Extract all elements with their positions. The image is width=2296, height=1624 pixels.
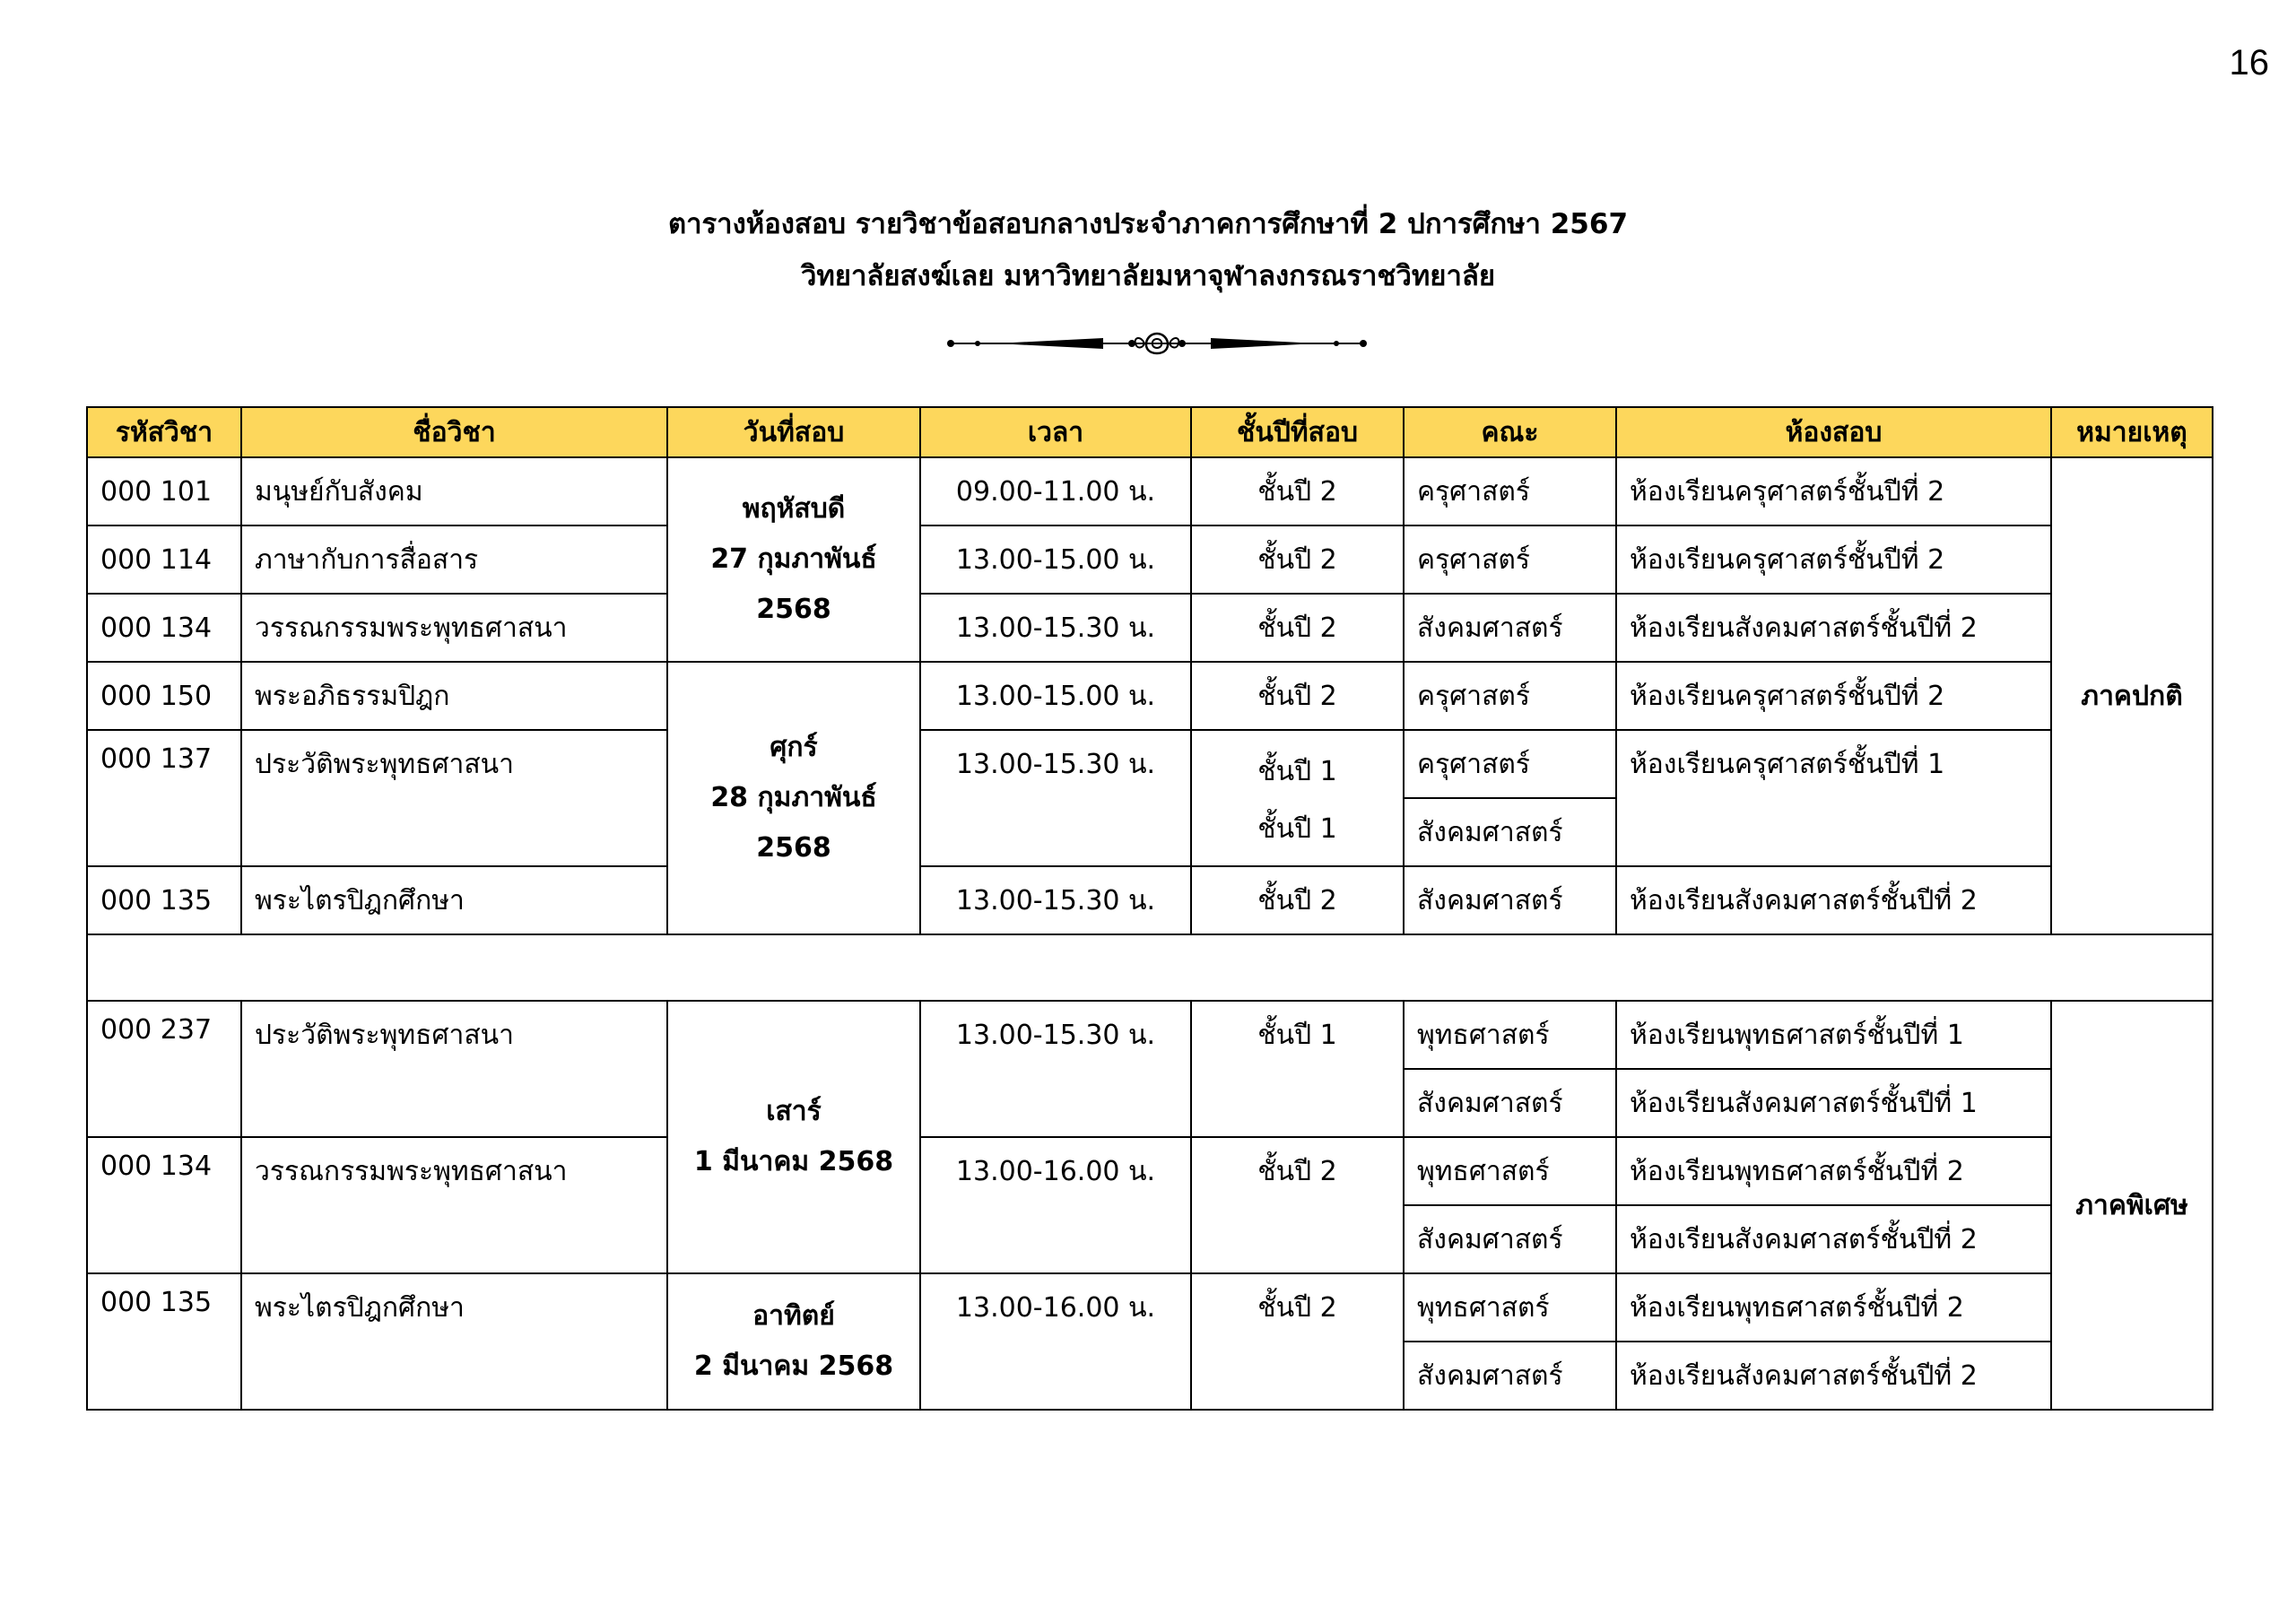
course-name: ประวัติพระพุทธศาสนา bbox=[241, 1001, 667, 1137]
faculty: สังคมศาสตร์ bbox=[1404, 1069, 1616, 1137]
exam-room: ห้องเรียนสังคมศาสตร์ชั้นปีที่ 2 bbox=[1616, 1342, 2051, 1410]
exam-room: ห้องเรียนครุศาสตร์ชั้นปีที่ 2 bbox=[1616, 525, 2051, 594]
remark-regular: ภาคปกติ bbox=[2051, 457, 2213, 934]
exam-date: 28 กุมภาพันธ์ bbox=[710, 782, 877, 813]
exam-room: ห้องเรียนพุทธศาสตร์ชั้นปีที่ 2 bbox=[1616, 1273, 2051, 1342]
empty-separator-cell bbox=[87, 934, 2213, 1001]
exam-time: 13.00-15.00 น. bbox=[920, 662, 1191, 730]
exam-level: ชั้นปี 2 bbox=[1191, 1137, 1404, 1273]
exam-room: ห้องเรียนพุทธศาสตร์ชั้นปีที่ 2 bbox=[1616, 1137, 2051, 1205]
exam-date: 27 กุมภาพันธ์ bbox=[710, 543, 877, 575]
exam-time: 13.00-16.00 น. bbox=[920, 1273, 1191, 1410]
table-row bbox=[87, 1273, 2213, 1342]
course-name: พระไตรปิฎกศึกษา bbox=[241, 1273, 667, 1410]
exam-date-cell bbox=[667, 1273, 920, 1410]
course-name: มนุษย์กับสังคม bbox=[241, 457, 667, 525]
course-name: วรรณกรรมพระพุทธศาสนา bbox=[241, 594, 667, 662]
header-faculty: คณะ bbox=[1404, 407, 1616, 457]
page-number: 16 bbox=[2229, 43, 2269, 83]
course-code: 000 150 bbox=[87, 662, 241, 730]
exam-time: 13.00-15.30 น. bbox=[920, 1001, 1191, 1137]
table-header-row bbox=[87, 407, 2213, 457]
exam-room: ห้องเรียนครุศาสตร์ชั้นปีที่ 1 bbox=[1616, 730, 2051, 866]
header-time: เวลา bbox=[920, 407, 1191, 457]
course-code: 000 135 bbox=[87, 866, 241, 934]
divider-ornament-icon bbox=[942, 330, 1372, 357]
exam-room-table bbox=[86, 406, 2213, 1411]
faculty: สังคมศาสตร์ bbox=[1404, 798, 1616, 866]
exam-level: ชั้นปี 1 bbox=[1191, 1001, 1404, 1137]
exam-date-cell bbox=[667, 457, 920, 662]
course-name: ประวัติพระพุทธศาสนา bbox=[241, 730, 667, 866]
exam-year: 2568 bbox=[756, 832, 831, 864]
faculty: สังคมศาสตร์ bbox=[1404, 866, 1616, 934]
exam-date-cell bbox=[667, 662, 920, 934]
exam-level: ชั้นปี 2 bbox=[1191, 866, 1404, 934]
exam-room: ห้องเรียนสังคมศาสตร์ชั้นปีที่ 1 bbox=[1616, 1069, 2051, 1137]
exam-time: 13.00-15.30 น. bbox=[920, 866, 1191, 934]
faculty: ครุศาสตร์ bbox=[1404, 525, 1616, 594]
exam-room: ห้องเรียนพุทธศาสตร์ชั้นปีที่ 1 bbox=[1616, 1001, 2051, 1069]
faculty: พุทธศาสตร์ bbox=[1404, 1273, 1616, 1342]
table-row bbox=[87, 457, 2213, 525]
course-code: 000 137 bbox=[87, 730, 241, 866]
table-row bbox=[87, 594, 2213, 662]
remark-special: ภาคพิเศษ bbox=[2051, 1001, 2213, 1410]
exam-time: 09.00-11.00 น. bbox=[920, 457, 1191, 525]
exam-room: ห้องเรียนสังคมศาสตร์ชั้นปีที่ 2 bbox=[1616, 1205, 2051, 1273]
exam-level: ชั้นปี 2 bbox=[1191, 1273, 1404, 1410]
exam-day: ศุกร์ bbox=[770, 732, 818, 763]
table-row bbox=[87, 730, 2213, 798]
course-code: 000 134 bbox=[87, 1137, 241, 1273]
table-row bbox=[87, 525, 2213, 594]
exam-room: ห้องเรียนสังคมศาสตร์ชั้นปีที่ 2 bbox=[1616, 866, 2051, 934]
faculty: สังคมศาสตร์ bbox=[1404, 1205, 1616, 1273]
exam-room: ห้องเรียนครุศาสตร์ชั้นปีที่ 2 bbox=[1616, 457, 2051, 525]
faculty: ครุศาสตร์ bbox=[1404, 457, 1616, 525]
exam-level-cell bbox=[1191, 730, 1404, 866]
exam-level: ชั้นปี 2 bbox=[1191, 457, 1404, 525]
course-name: พระไตรปิฎกศึกษา bbox=[241, 866, 667, 934]
header-date: วันที่สอบ bbox=[667, 407, 920, 457]
course-code: 000 101 bbox=[87, 457, 241, 525]
course-code: 000 114 bbox=[87, 525, 241, 594]
header-name: ชื่อวิชา bbox=[241, 407, 667, 457]
table-row bbox=[87, 1137, 2213, 1205]
header-code: รหัสวิชา bbox=[87, 407, 241, 457]
exam-day: พฤหัสบดี bbox=[742, 493, 846, 525]
exam-time: 13.00-15.00 น. bbox=[920, 525, 1191, 594]
exam-level: ชั้นปี 2 bbox=[1191, 662, 1404, 730]
exam-time: 13.00-16.00 น. bbox=[920, 1137, 1191, 1273]
table-row bbox=[87, 1001, 2213, 1069]
faculty: พุทธศาสตร์ bbox=[1404, 1137, 1616, 1205]
exam-day: อาทิตย์ bbox=[752, 1300, 835, 1332]
exam-year: 2568 bbox=[756, 594, 831, 625]
table-row bbox=[87, 662, 2213, 730]
exam-date: 2 มีนาคม 2568 bbox=[693, 1350, 894, 1382]
header-level: ชั้นปีที่สอบ bbox=[1191, 407, 1404, 457]
course-code: 000 135 bbox=[87, 1273, 241, 1410]
course-code: 000 237 bbox=[87, 1001, 241, 1137]
faculty: พุทธศาสตร์ bbox=[1404, 1001, 1616, 1069]
faculty: ครุศาสตร์ bbox=[1404, 662, 1616, 730]
exam-date-cell bbox=[667, 1001, 920, 1273]
exam-date: 1 มีนาคม 2568 bbox=[693, 1146, 894, 1177]
course-name: วรรณกรรมพระพุทธศาสนา bbox=[241, 1137, 667, 1273]
document-title: ตารางห้องสอบ รายวิชาข้อสอบกลางประจำภาคการศึกษาที่ 2 ปการศึกษา 2567 bbox=[667, 208, 1629, 240]
header-room: ห้องสอบ bbox=[1616, 407, 2051, 457]
header-remark: หมายเหตุ bbox=[2051, 407, 2213, 457]
exam-time: 13.00-15.30 น. bbox=[920, 594, 1191, 662]
course-code: 000 134 bbox=[87, 594, 241, 662]
exam-day: เสาร์ bbox=[766, 1096, 822, 1127]
exam-room: ห้องเรียนสังคมศาสตร์ชั้นปีที่ 2 bbox=[1616, 594, 2051, 662]
course-name: พระอภิธรรมปิฎก bbox=[241, 662, 667, 730]
faculty: สังคมศาสตร์ bbox=[1404, 1342, 1616, 1410]
course-name: ภาษากับการสื่อสาร bbox=[241, 525, 667, 594]
exam-level: ชั้นปี 1 bbox=[1257, 756, 1337, 787]
document-subtitle: วิทยาลัยสงฆ์เลย มหาวิทยาลัยมหาจุฬาลงกรณราชวิทยาลัย bbox=[800, 260, 1496, 292]
section-separator-row bbox=[87, 934, 2213, 1001]
exam-level: ชั้นปี 2 bbox=[1191, 525, 1404, 594]
table-row bbox=[87, 866, 2213, 934]
exam-level: ชั้นปี 2 bbox=[1191, 594, 1404, 662]
exam-time: 13.00-15.30 น. bbox=[920, 730, 1191, 866]
exam-room: ห้องเรียนครุศาสตร์ชั้นปีที่ 2 bbox=[1616, 662, 2051, 730]
faculty: สังคมศาสตร์ bbox=[1404, 594, 1616, 662]
exam-level: ชั้นปี 1 bbox=[1257, 813, 1337, 845]
faculty: ครุศาสตร์ bbox=[1404, 730, 1616, 798]
